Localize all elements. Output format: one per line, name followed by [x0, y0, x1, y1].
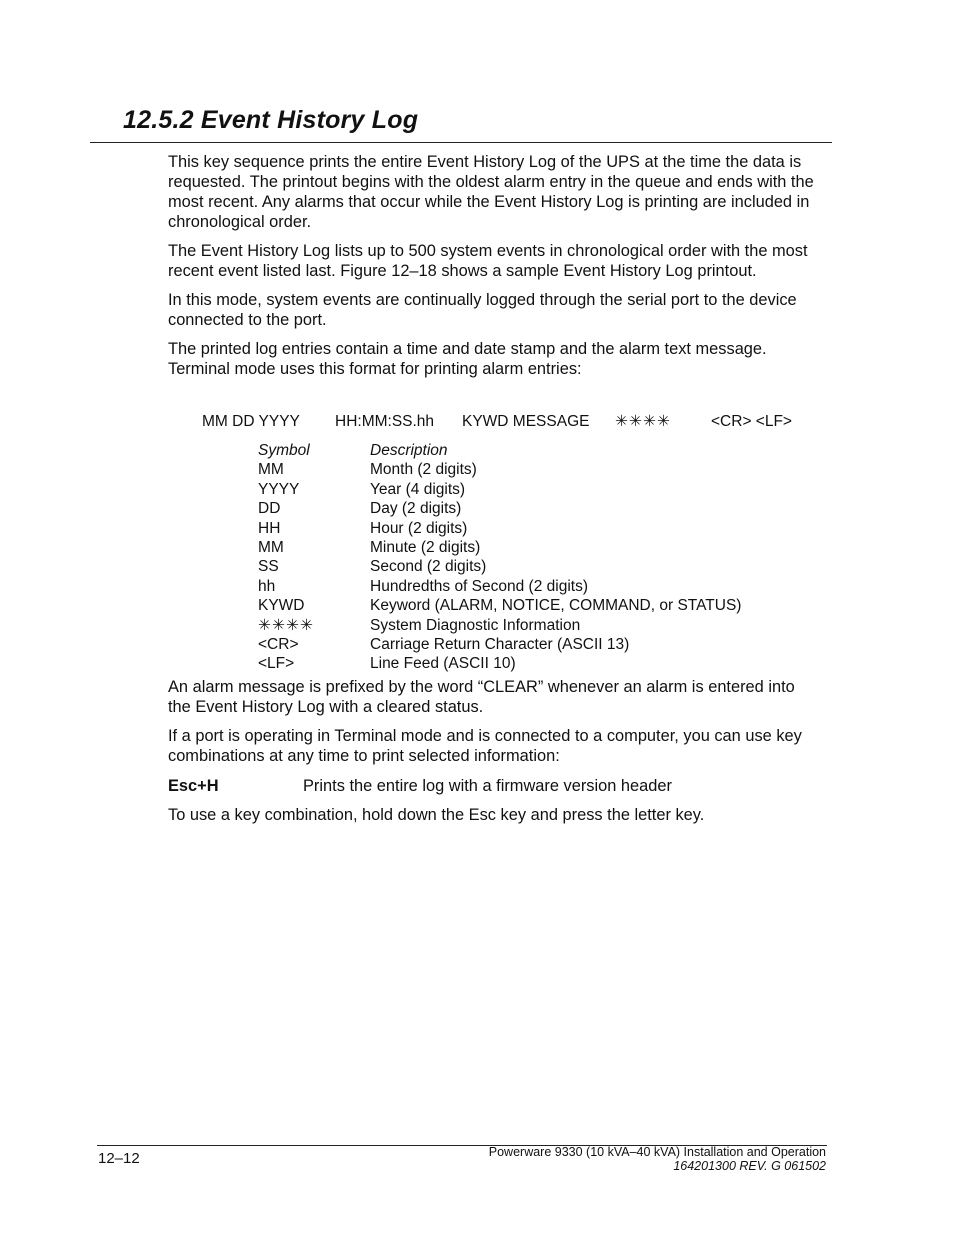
- page-number: 12–12: [98, 1150, 140, 1167]
- symbol-column-header: Symbol: [258, 442, 310, 459]
- symbol-cell: MM: [258, 538, 284, 556]
- intro-paragraphs: [168, 152, 818, 379]
- symbol-cell: ✳✳✳✳: [258, 616, 314, 634]
- format-date: MM DD YYYY: [202, 413, 300, 430]
- section-heading: 12.5.2 Event History Log: [123, 106, 419, 134]
- paragraph: To use a key combination, hold down the Esc key and press the letter key.: [168, 806, 705, 824]
- symbol-cell: SS: [258, 558, 279, 576]
- symbol-cell: DD: [258, 500, 281, 518]
- key-combination-description: Prints the entire log with a firmware version header: [303, 777, 672, 795]
- description-column-header: Description: [370, 442, 448, 459]
- paragraph: This key sequence prints the entire Event History Log of the UPS at the time the data is requested. The printout begins with the oldest alarm entry in the queue and ends with the most recent. Any alarms that occur while the Event History Log is printing are included in chronological order.: [168, 153, 814, 231]
- closing-paragraph: [168, 805, 818, 825]
- symbol-cell: hh: [258, 577, 276, 595]
- heading-divider: [90, 142, 832, 143]
- paragraph: If a port is operating in Terminal mode and is connected to a computer, you can use key combinations at any time to print selected information:: [168, 727, 802, 765]
- format-diag: ✳✳✳✳: [615, 413, 671, 430]
- paragraph: The Event History Log lists up to 500 system events in chronological order with the most recent event listed last. Figure 12–18 shows a sample Event History Log printout.: [168, 242, 808, 280]
- description-cell: Hundredths of Second (2 digits): [370, 577, 588, 595]
- symbol-cell: KYWD: [258, 597, 305, 615]
- paragraph: In this mode, system events are continually logged through the serial port to the device connected to the port.: [168, 291, 797, 329]
- description-cell: Keyword (ALARM, NOTICE, COMMAND, or STATUS): [370, 597, 742, 615]
- description-cell: Month (2 digits): [370, 461, 477, 479]
- paragraph: An alarm message is prefixed by the word “CLEAR” whenever an alarm is entered into the Event History Log with a cleared status.: [168, 678, 795, 716]
- description-cell: Carriage Return Character (ASCII 13): [370, 635, 630, 653]
- symbol-cell: MM: [258, 461, 284, 479]
- description-cell: Line Feed (ASCII 10): [370, 655, 516, 673]
- description-cell: System Diagnostic Information: [370, 616, 581, 634]
- description-cell: Hour (2 digits): [370, 519, 468, 537]
- log-format-line: [202, 412, 822, 432]
- format-message: KYWD MESSAGE: [462, 413, 590, 430]
- after-table-paragraphs: [168, 677, 818, 766]
- description-cell: Second (2 digits): [370, 558, 487, 576]
- footer-doc-revision: 164201300 REV. G 061502: [673, 1159, 826, 1173]
- description-cell: Day (2 digits): [370, 500, 462, 518]
- symbol-cell: <LF>: [258, 655, 295, 673]
- key-combination: Esc+H: [168, 777, 219, 795]
- description-cell: Year (4 digits): [370, 480, 466, 498]
- format-terminators: <CR> <LF>: [711, 413, 792, 430]
- description-cell: Minute (2 digits): [370, 538, 481, 556]
- symbol-cell: YYYY: [258, 480, 300, 498]
- format-time: HH:MM:SS.hh: [335, 413, 435, 430]
- symbol-cell: HH: [258, 519, 281, 537]
- footer-doc-info: [489, 1145, 826, 1173]
- paragraph: The printed log entries contain a time and date stamp and the alarm text message. Terminal mode uses this format for printing alarm entries:: [168, 340, 767, 378]
- footer-doc-title: Powerware 9330 (10 kVA–40 kVA) Installation and Operation: [488, 1145, 826, 1159]
- symbol-cell: <CR>: [258, 635, 299, 653]
